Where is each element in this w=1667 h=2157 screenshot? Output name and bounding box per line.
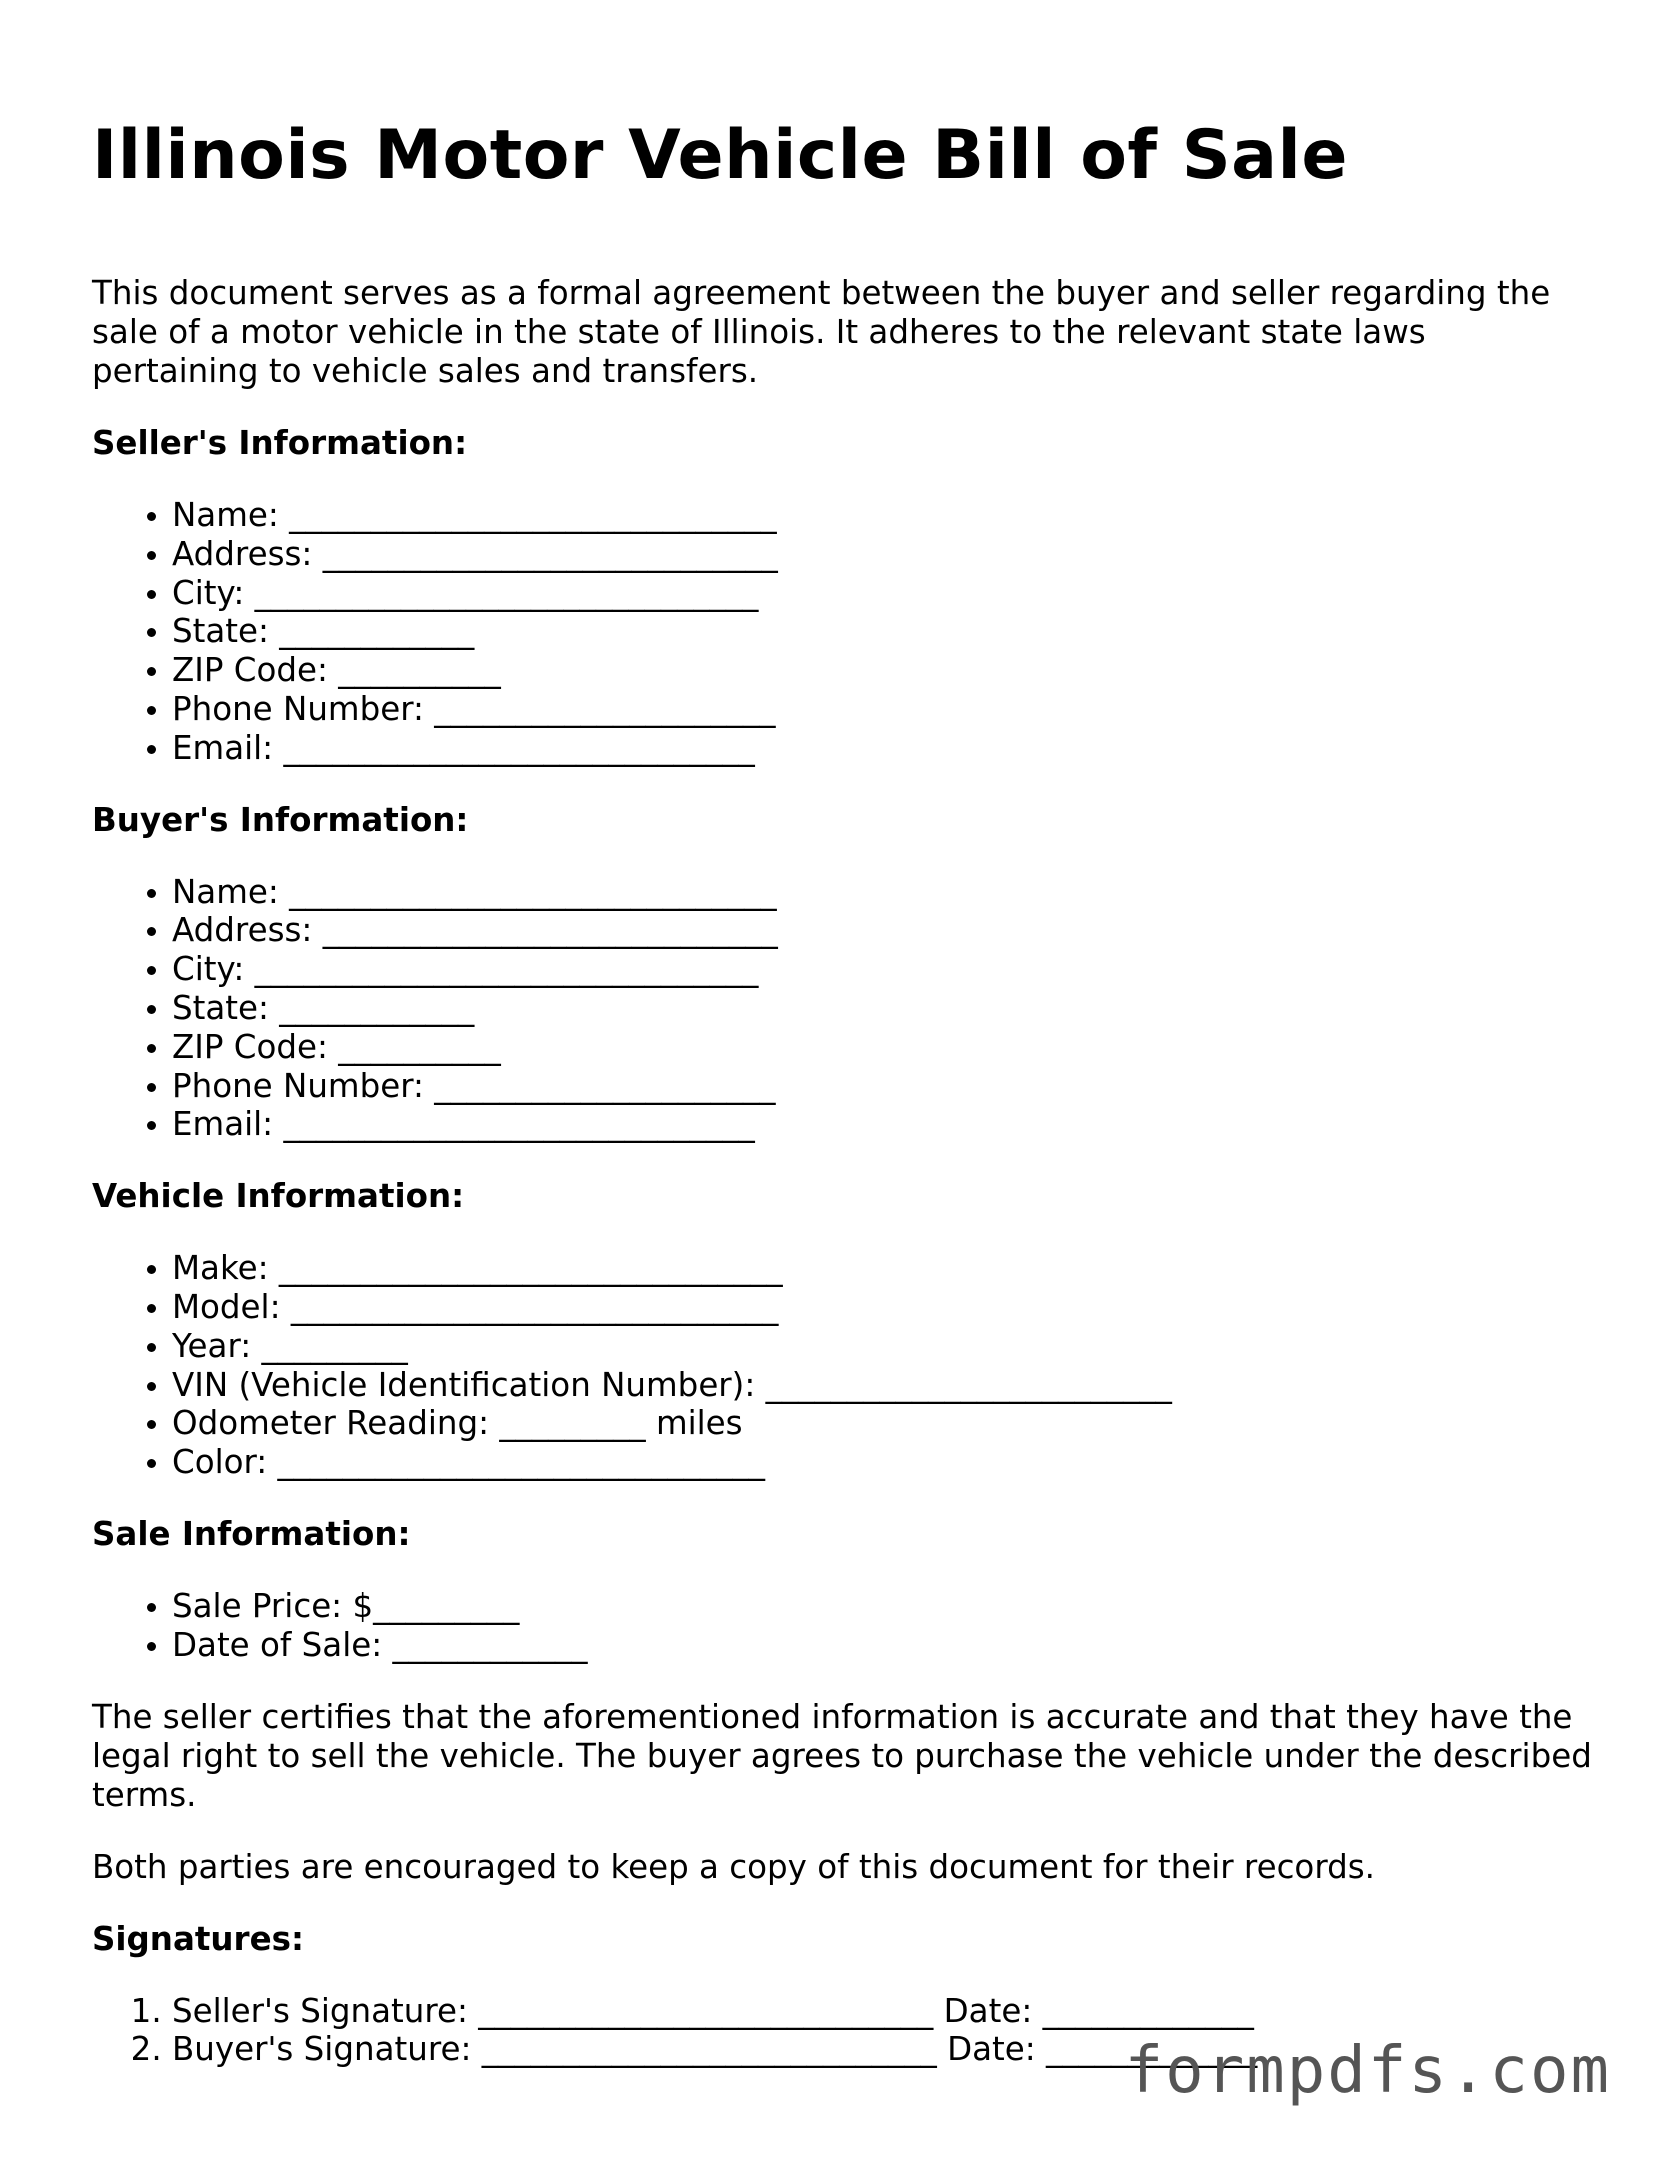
signatures-section-heading: Signatures: xyxy=(92,1919,304,1958)
watermark-logo: formpdfs.com xyxy=(1124,2034,1611,2108)
vehicle-year-field: • Year: _________ xyxy=(172,1327,1592,1366)
vehicle-section-heading: Vehicle Information: xyxy=(92,1177,465,1216)
buyer-signature-line: 2. Buyer's Signature: ____________________________ Date: _____________ xyxy=(172,2030,1592,2069)
buyer-email-field: • Email: _____________________________ xyxy=(172,1105,1592,1144)
vehicle-color-field: • Color: ______________________________ xyxy=(172,1443,1592,1482)
sale-date-field: • Date of Sale: ____________ xyxy=(172,1626,1592,1665)
seller-signature-line: 1. Seller's Signature: ____________________________ Date: _____________ xyxy=(172,1992,1592,2031)
seller-zip-field: • ZIP Code: __________ xyxy=(172,651,1592,690)
document-page xyxy=(92,0,1592,2069)
buyer-address-field: • Address: ____________________________ xyxy=(172,911,1592,950)
intro-paragraph: This document serves as a formal agreement between the buyer and seller regarding the sale of a motor vehicle in the state of Illinois. It adheres to the relevant state laws pertaining to vehicle sales and transfers. xyxy=(92,274,1551,390)
certification-paragraph: The seller certifies that the aforementioned information is accurate and that they have the legal right to sell the vehicle. The buyer agrees to purchase the vehicle under the described terms. xyxy=(92,1697,1592,1814)
buyer-section-heading: Buyer's Information: xyxy=(92,800,469,839)
buyer-info-list xyxy=(92,873,1592,1145)
buyer-phone-field: • Phone Number: _____________________ xyxy=(172,1067,1592,1106)
seller-address-field: • Address: ____________________________ xyxy=(172,535,1592,574)
sale-info-list xyxy=(92,1587,1592,1665)
sale-section-heading: Sale Information: xyxy=(92,1514,411,1553)
buyer-zip-field: • ZIP Code: __________ xyxy=(172,1028,1592,1067)
buyer-city-field: • City: _______________________________ xyxy=(172,950,1592,989)
seller-state-field: • State: ____________ xyxy=(172,612,1592,651)
vehicle-info-list xyxy=(92,1249,1592,1482)
seller-info-list xyxy=(92,496,1592,768)
buyer-name-field: • Name: ______________________________ xyxy=(172,873,1592,912)
seller-city-field: • City: _______________________________ xyxy=(172,574,1592,613)
records-note-paragraph: Both parties are encouraged to keep a copy of this document for their records. xyxy=(92,1847,1376,1886)
vehicle-make-field: • Make: _______________________________ xyxy=(172,1249,1592,1288)
document-title: Illinois Motor Vehicle Bill of Sale xyxy=(92,116,1348,195)
vehicle-odometer-field: • Odometer Reading: _________ miles xyxy=(172,1404,1592,1443)
sale-price-field: • Sale Price: $_________ xyxy=(172,1587,1592,1626)
seller-name-field: • Name: ______________________________ xyxy=(172,496,1592,535)
seller-email-field: • Email: _____________________________ xyxy=(172,729,1592,768)
seller-section-heading: Seller's Information: xyxy=(92,424,468,462)
vehicle-model-field: • Model: ______________________________ xyxy=(172,1288,1592,1327)
buyer-state-field: • State: ____________ xyxy=(172,989,1592,1028)
vehicle-vin-field: • VIN (Vehicle Identification Number): _________________________ xyxy=(172,1366,1592,1405)
seller-phone-field: • Phone Number: _____________________ xyxy=(172,690,1592,729)
